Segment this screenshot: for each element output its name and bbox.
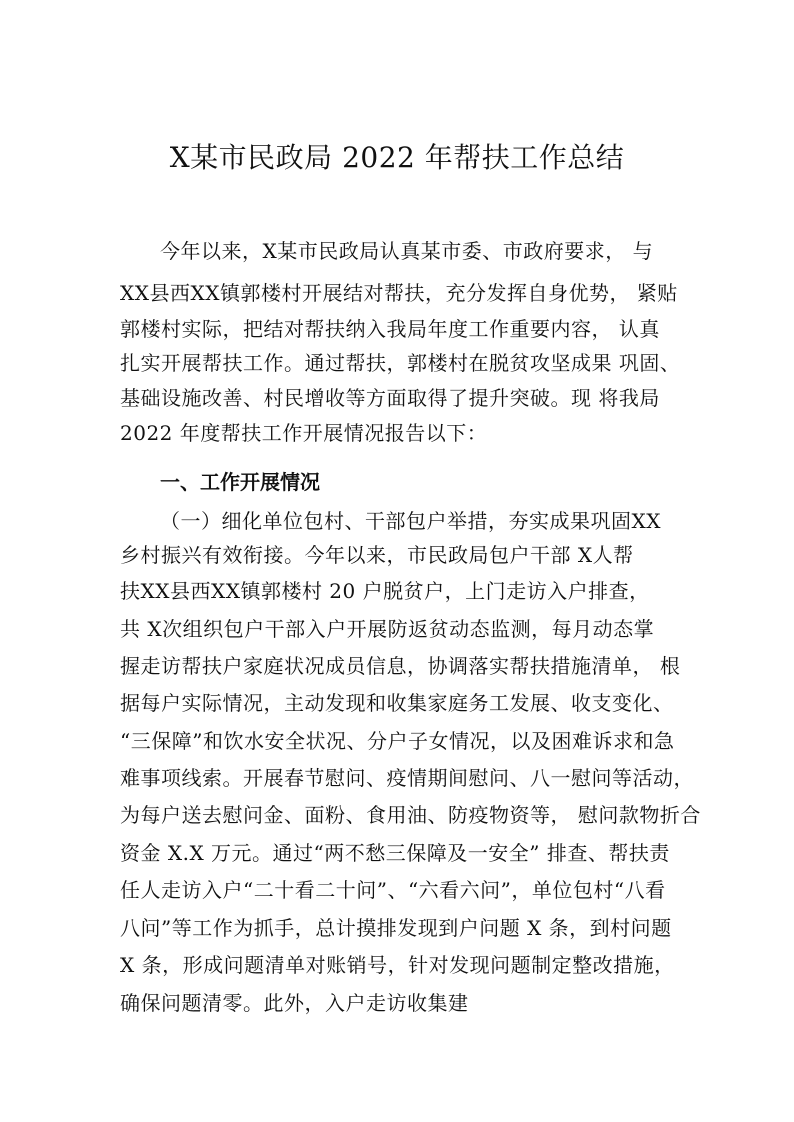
body-line-11: 任人走访入户“二十看二十问”、“六看六问”，单位包村“八看 xyxy=(120,878,666,902)
body-line-12: 八问”等工作为抓手，总计摸排发现到户问题 X 条，到村问题 xyxy=(120,916,672,940)
body-line-5: 握走访帮扶户家庭状况成员信息，协调落实帮扶措施清单， 根 xyxy=(120,654,681,678)
intro-line-3: 郭楼村实际，把结对帮扶纳入我局年度工作重要内容， 认真 xyxy=(120,317,660,341)
body-line-1: （一）细化单位包村、干部包户举措，夯实成果巩固XX xyxy=(160,509,661,533)
intro-line-1: 今年以来，X某市民政局认真某市委、市政府要求， 与 xyxy=(160,239,654,263)
body-line-2: 乡村振兴有效衔接。今年以来，市民政局包户干部 X人帮 xyxy=(120,543,634,567)
body-line-8: 难事项线索。开展春节慰问、疫情期间慰问、八一慰问等活动， xyxy=(120,766,694,790)
section-heading: 一、工作开展情况 xyxy=(160,470,320,494)
body-line-9: 为每户送去慰问金、面粉、食用油、防疫物资等， 慰问款物折合 xyxy=(120,803,701,827)
body-line-3: 扶XX县西XX镇郭楼村 20 户脱贫户，上门走访入户排查， xyxy=(120,579,650,603)
body-line-14: 确保问题清零。此外，入户走访收集建 xyxy=(120,991,469,1015)
body-line-6: 据每户实际情况，主动发现和收集家庭务工发展、收支变化、 xyxy=(120,691,674,715)
body-line-13: X 条，形成问题清单对账销号，针对发现问题制定整改措施， xyxy=(120,953,675,977)
intro-line-5: 基础设施改善、村民增收等方面取得了提升突破。现 将我局 xyxy=(120,386,660,410)
intro-line-4: 扎实开展帮扶工作。通过帮扶，郭楼村在脱贫攻坚成果 巩固、 xyxy=(120,351,681,375)
intro-line-2: XX县西XX镇郭楼村开展结对帮扶，充分发挥自身优势， 紧贴 xyxy=(120,281,678,305)
body-line-10: 资金 X.X 万元。通过“两不愁三保障及一安全” 排查、帮扶责 xyxy=(120,841,670,865)
body-line-4: 共 X次组织包户干部入户开展防返贫动态监测，每月动态掌 xyxy=(120,617,655,641)
body-line-7: “三保障”和饮水安全状况、分户子女情况，以及困难诉求和急 xyxy=(120,729,675,753)
intro-line-6: 2022 年度帮扶工作开展情况报告以下： xyxy=(120,421,488,445)
document-title: X某市民政局 2022 年帮扶工作总结 xyxy=(169,141,625,174)
